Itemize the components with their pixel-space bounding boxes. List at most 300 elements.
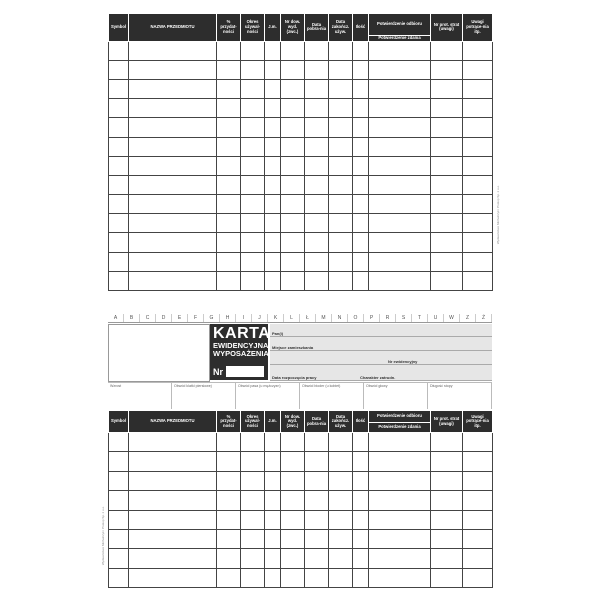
table-cell[interactable]	[217, 118, 241, 137]
record-no-field[interactable]	[270, 350, 492, 365]
table-cell[interactable]	[329, 233, 353, 252]
table-cell[interactable]	[463, 510, 493, 529]
table-cell[interactable]	[463, 433, 493, 452]
table-row	[109, 195, 493, 214]
table-cell[interactable]	[265, 118, 281, 137]
table-cell[interactable]	[369, 99, 431, 118]
table-cell[interactable]	[463, 452, 493, 471]
table-cell[interactable]	[281, 41, 305, 60]
table-cell[interactable]	[109, 60, 129, 79]
table-cell[interactable]	[329, 252, 353, 271]
table-cell[interactable]	[305, 195, 329, 214]
table-cell[interactable]	[129, 471, 217, 490]
table-cell[interactable]	[265, 510, 281, 529]
table-cell[interactable]	[431, 195, 463, 214]
table-body	[109, 433, 493, 588]
table-cell[interactable]	[431, 491, 463, 510]
table-cell[interactable]	[129, 271, 217, 290]
table-cell[interactable]	[281, 271, 305, 290]
table-cell[interactable]	[265, 156, 281, 175]
table-cell[interactable]	[109, 214, 129, 233]
table-cell[interactable]	[431, 271, 463, 290]
table-cell[interactable]	[217, 233, 241, 252]
alphabet-letter: F	[188, 314, 204, 322]
table-cell[interactable]	[329, 60, 353, 79]
header-loss-protocol: Nr prot. strat (uwagi)	[431, 14, 463, 42]
table-cell[interactable]	[353, 510, 369, 529]
table-cell[interactable]	[305, 118, 329, 137]
table-cell[interactable]	[281, 99, 305, 118]
table-cell[interactable]	[281, 175, 305, 194]
table-row	[109, 452, 493, 471]
alphabet-letter: N	[332, 314, 348, 322]
table-cell[interactable]	[463, 175, 493, 194]
table-cell[interactable]	[129, 433, 217, 452]
table-cell[interactable]	[109, 568, 129, 587]
table-cell[interactable]	[369, 252, 431, 271]
table-cell[interactable]	[217, 195, 241, 214]
header-qty: Ilość	[353, 14, 369, 42]
table-cell[interactable]	[463, 214, 493, 233]
table-cell[interactable]	[353, 529, 369, 548]
table-cell[interactable]	[305, 549, 329, 568]
table-cell[interactable]	[305, 233, 329, 252]
table-cell[interactable]	[265, 433, 281, 452]
table-cell[interactable]	[281, 452, 305, 471]
table-cell[interactable]	[129, 214, 217, 233]
table-cell[interactable]	[431, 79, 463, 98]
table-cell[interactable]	[109, 233, 129, 252]
table-cell[interactable]	[431, 60, 463, 79]
table-cell[interactable]	[281, 156, 305, 175]
table-cell[interactable]	[353, 491, 369, 510]
table-cell[interactable]	[241, 137, 265, 156]
table-cell[interactable]	[431, 510, 463, 529]
table-cell[interactable]	[217, 549, 241, 568]
table-cell[interactable]	[129, 233, 217, 252]
work-info-field[interactable]	[270, 364, 492, 381]
alphabet-letter: S	[396, 314, 412, 322]
table-cell[interactable]	[305, 156, 329, 175]
table-cell[interactable]	[463, 41, 493, 60]
table-cell[interactable]	[241, 214, 265, 233]
table-cell[interactable]	[129, 118, 217, 137]
table-cell[interactable]	[463, 60, 493, 79]
table-cell[interactable]	[463, 471, 493, 490]
table-cell[interactable]	[353, 195, 369, 214]
alphabet-letter: G	[204, 314, 220, 322]
table-cell[interactable]	[109, 156, 129, 175]
table-cell[interactable]	[129, 252, 217, 271]
table-cell[interactable]	[305, 41, 329, 60]
table-cell[interactable]	[129, 60, 217, 79]
table-cell[interactable]	[353, 433, 369, 452]
table-cell[interactable]	[431, 214, 463, 233]
table-cell[interactable]	[369, 568, 431, 587]
table-cell[interactable]	[353, 79, 369, 98]
alphabet-index-strip	[108, 314, 492, 323]
table-cell[interactable]	[369, 156, 431, 175]
table-cell[interactable]	[463, 79, 493, 98]
table-cell[interactable]	[281, 433, 305, 452]
measurement-field[interactable]: Obwód klatki piersiowej	[172, 383, 236, 409]
table-cell[interactable]	[369, 79, 431, 98]
table-cell[interactable]	[109, 452, 129, 471]
table-cell[interactable]	[369, 233, 431, 252]
header-unit: J.m.	[265, 14, 281, 42]
table-cell[interactable]	[369, 175, 431, 194]
table-cell[interactable]	[329, 195, 353, 214]
header-date-return: Data zakończ. używ.	[329, 411, 353, 433]
measurement-field[interactable]: Długość stopy	[428, 383, 492, 409]
table-cell[interactable]	[305, 433, 329, 452]
table-cell[interactable]	[431, 252, 463, 271]
table-cell[interactable]	[353, 452, 369, 471]
table-cell[interactable]	[431, 156, 463, 175]
table-cell[interactable]	[129, 175, 217, 194]
table-cell[interactable]	[129, 529, 217, 548]
table-cell[interactable]	[217, 271, 241, 290]
table-cell[interactable]	[281, 471, 305, 490]
table-cell[interactable]	[241, 99, 265, 118]
table-cell[interactable]	[431, 549, 463, 568]
table-cell[interactable]	[329, 99, 353, 118]
table-cell[interactable]	[431, 568, 463, 587]
table-cell[interactable]	[217, 471, 241, 490]
table-cell[interactable]	[217, 433, 241, 452]
photo-area	[108, 324, 210, 382]
table-cell[interactable]	[129, 99, 217, 118]
table-cell[interactable]	[305, 214, 329, 233]
table-cell[interactable]	[217, 175, 241, 194]
table-cell[interactable]	[217, 99, 241, 118]
table-cell[interactable]	[281, 195, 305, 214]
table-cell[interactable]	[265, 60, 281, 79]
table-cell[interactable]	[353, 41, 369, 60]
table-cell[interactable]	[369, 491, 431, 510]
table-cell[interactable]	[109, 137, 129, 156]
alphabet-letter: U	[428, 314, 444, 322]
table-cell[interactable]	[129, 195, 217, 214]
table-cell[interactable]	[217, 452, 241, 471]
measurement-field[interactable]: Obwód pasa (u mężczyzn)	[236, 383, 300, 409]
table-cell[interactable]	[305, 60, 329, 79]
table-cell[interactable]	[305, 452, 329, 471]
table-cell[interactable]	[353, 156, 369, 175]
table-cell[interactable]	[281, 491, 305, 510]
table-cell[interactable]	[329, 491, 353, 510]
publisher-side-text: Wydawnictwo Michalczyk i Prokop Sp. z o.o.	[101, 506, 105, 566]
table-cell[interactable]	[265, 214, 281, 233]
table-cell[interactable]	[217, 137, 241, 156]
table-cell[interactable]	[109, 549, 129, 568]
residence-label: Miejsce zamieszkania	[272, 345, 314, 350]
table-cell[interactable]	[353, 175, 369, 194]
table-cell[interactable]	[305, 471, 329, 490]
table-cell[interactable]	[329, 79, 353, 98]
table-cell[interactable]	[431, 137, 463, 156]
table-cell[interactable]	[353, 214, 369, 233]
table-cell[interactable]	[305, 529, 329, 548]
table-cell[interactable]	[369, 452, 431, 471]
table-cell[interactable]	[329, 510, 353, 529]
header-notes: Uwagi potrące-nia itp.	[463, 14, 493, 42]
table-cell[interactable]	[129, 41, 217, 60]
table-cell[interactable]	[329, 214, 353, 233]
table-cell[interactable]	[353, 271, 369, 290]
table-cell[interactable]	[463, 271, 493, 290]
table-cell[interactable]	[329, 568, 353, 587]
table-cell[interactable]	[353, 99, 369, 118]
table-cell[interactable]	[305, 137, 329, 156]
table-cell[interactable]	[265, 452, 281, 471]
table-cell[interactable]	[369, 529, 431, 548]
table-cell[interactable]	[329, 433, 353, 452]
table-cell[interactable]	[265, 195, 281, 214]
table-cell[interactable]	[305, 510, 329, 529]
equipment-record-sheet-continuation	[100, 5, 500, 295]
table-cell[interactable]	[265, 568, 281, 587]
table-cell[interactable]	[109, 510, 129, 529]
equipment-table-card	[108, 410, 493, 588]
alphabet-letter: I	[236, 314, 252, 322]
header-loss-protocol: Nr prot. strat (uwagi)	[431, 411, 463, 433]
table-cell[interactable]	[217, 491, 241, 510]
table-cell[interactable]	[305, 99, 329, 118]
table-cell[interactable]	[241, 60, 265, 79]
table-cell[interactable]	[431, 175, 463, 194]
table-cell[interactable]	[281, 252, 305, 271]
table-row	[109, 471, 493, 490]
card-title: KARTA	[213, 325, 271, 342]
table-cell[interactable]	[281, 233, 305, 252]
table-cell[interactable]	[369, 137, 431, 156]
work-start-label: Data rozpoczęcia pracy	[272, 375, 317, 380]
table-cell[interactable]	[431, 471, 463, 490]
table-cell[interactable]	[281, 60, 305, 79]
table-cell[interactable]	[329, 137, 353, 156]
table-row	[109, 99, 493, 118]
equipment-record-card	[100, 306, 500, 596]
table-cell[interactable]	[369, 41, 431, 60]
table-cell[interactable]	[241, 175, 265, 194]
table-cell[interactable]	[369, 471, 431, 490]
table-cell[interactable]	[353, 549, 369, 568]
table-cell[interactable]	[129, 510, 217, 529]
table-cell[interactable]	[241, 510, 265, 529]
table-cell[interactable]	[109, 271, 129, 290]
table-cell[interactable]	[109, 529, 129, 548]
table-cell[interactable]	[431, 452, 463, 471]
table-cell[interactable]	[129, 79, 217, 98]
table-cell[interactable]	[431, 233, 463, 252]
header-confirm-receipt: Potwierdzenie odbioru	[369, 14, 431, 36]
table-cell[interactable]	[431, 118, 463, 137]
header-date-received: Data pobra-nia	[305, 411, 329, 433]
alphabet-letter: J	[252, 314, 268, 322]
table-cell[interactable]	[129, 137, 217, 156]
table-cell[interactable]	[241, 471, 265, 490]
table-cell[interactable]	[305, 568, 329, 587]
table-cell[interactable]	[217, 510, 241, 529]
table-cell[interactable]	[463, 491, 493, 510]
table-cell[interactable]	[463, 549, 493, 568]
table-cell[interactable]	[369, 433, 431, 452]
residence-field[interactable]	[270, 336, 492, 351]
table-cell[interactable]	[329, 175, 353, 194]
table-cell[interactable]	[305, 252, 329, 271]
table-row	[109, 510, 493, 529]
table-cell[interactable]	[463, 252, 493, 271]
record-no-label: Nr ewidencyjny	[388, 359, 418, 364]
table-cell[interactable]	[217, 60, 241, 79]
table-cell[interactable]	[217, 529, 241, 548]
nr-field[interactable]	[226, 366, 264, 377]
table-cell[interactable]	[305, 491, 329, 510]
table-cell[interactable]	[265, 99, 281, 118]
table-cell[interactable]	[463, 99, 493, 118]
table-cell[interactable]	[241, 79, 265, 98]
table-cell[interactable]	[329, 271, 353, 290]
table-cell[interactable]	[109, 252, 129, 271]
table-cell[interactable]	[241, 156, 265, 175]
table-cell[interactable]	[353, 233, 369, 252]
table-cell[interactable]	[241, 529, 265, 548]
table-cell[interactable]	[281, 79, 305, 98]
table-cell[interactable]	[431, 433, 463, 452]
table-cell[interactable]	[241, 433, 265, 452]
table-cell[interactable]	[305, 175, 329, 194]
table-cell[interactable]	[281, 137, 305, 156]
table-cell[interactable]	[265, 491, 281, 510]
table-cell[interactable]	[281, 529, 305, 548]
table-cell[interactable]	[265, 549, 281, 568]
table-cell[interactable]	[329, 529, 353, 548]
table-cell[interactable]	[369, 118, 431, 137]
table-cell[interactable]	[463, 529, 493, 548]
table-cell[interactable]	[353, 137, 369, 156]
table-cell[interactable]	[305, 79, 329, 98]
table-cell[interactable]	[369, 214, 431, 233]
measurement-field[interactable]: Obwód bioder (u kobiet)	[300, 383, 364, 409]
table-cell[interactable]	[241, 568, 265, 587]
table-cell[interactable]	[369, 195, 431, 214]
table-cell[interactable]	[431, 99, 463, 118]
table-cell[interactable]	[463, 137, 493, 156]
table-cell[interactable]	[241, 233, 265, 252]
table-row	[109, 137, 493, 156]
table-cell[interactable]	[353, 252, 369, 271]
table-cell[interactable]	[109, 471, 129, 490]
table-cell[interactable]	[241, 271, 265, 290]
alphabet-letter: W	[444, 314, 460, 322]
table-cell[interactable]	[353, 60, 369, 79]
table-cell[interactable]	[369, 271, 431, 290]
table-cell[interactable]	[109, 118, 129, 137]
table-cell[interactable]	[463, 233, 493, 252]
table-cell[interactable]	[217, 41, 241, 60]
table-cell[interactable]	[265, 175, 281, 194]
table-cell[interactable]	[369, 510, 431, 529]
table-cell[interactable]	[329, 41, 353, 60]
table-cell[interactable]	[329, 156, 353, 175]
table-cell[interactable]	[353, 471, 369, 490]
table-cell[interactable]	[109, 433, 129, 452]
table-cell[interactable]	[109, 491, 129, 510]
measurement-field[interactable]: Wzrost	[108, 383, 172, 409]
table-cell[interactable]	[369, 60, 431, 79]
table-cell[interactable]	[217, 79, 241, 98]
table-cell[interactable]	[129, 452, 217, 471]
alphabet-letter: D	[156, 314, 172, 322]
table-cell[interactable]	[241, 41, 265, 60]
table-cell[interactable]	[463, 156, 493, 175]
table-cell[interactable]	[265, 233, 281, 252]
table-cell[interactable]	[241, 452, 265, 471]
table-cell[interactable]	[265, 252, 281, 271]
table-cell[interactable]	[241, 491, 265, 510]
table-cell[interactable]	[281, 118, 305, 137]
measurement-field[interactable]: Obwód głowy	[364, 383, 428, 409]
table-cell[interactable]	[431, 41, 463, 60]
table-cell[interactable]	[369, 549, 431, 568]
table-cell[interactable]	[265, 271, 281, 290]
table-cell[interactable]	[129, 491, 217, 510]
table-cell[interactable]	[353, 568, 369, 587]
table-cell[interactable]	[129, 156, 217, 175]
table-cell[interactable]	[281, 568, 305, 587]
table-cell[interactable]	[241, 549, 265, 568]
table-cell[interactable]	[217, 252, 241, 271]
table-cell[interactable]	[265, 41, 281, 60]
table-cell[interactable]	[217, 214, 241, 233]
table-cell[interactable]	[353, 118, 369, 137]
table-row	[109, 118, 493, 137]
header-unit: J.m.	[265, 411, 281, 433]
table-cell[interactable]	[241, 118, 265, 137]
table-cell[interactable]	[109, 195, 129, 214]
table-cell[interactable]	[329, 452, 353, 471]
table-cell[interactable]	[109, 79, 129, 98]
employee-info-block	[270, 324, 492, 380]
table-cell[interactable]	[463, 568, 493, 587]
table-cell[interactable]	[265, 137, 281, 156]
table-cell[interactable]	[281, 510, 305, 529]
table-cell[interactable]	[329, 549, 353, 568]
table-cell[interactable]	[305, 271, 329, 290]
table-cell[interactable]	[281, 549, 305, 568]
table-cell[interactable]	[109, 99, 129, 118]
table-cell[interactable]	[265, 529, 281, 548]
table-cell[interactable]	[329, 118, 353, 137]
table-cell[interactable]	[217, 568, 241, 587]
table-cell[interactable]	[281, 214, 305, 233]
table-cell[interactable]	[217, 156, 241, 175]
table-cell[interactable]	[241, 252, 265, 271]
table-cell[interactable]	[109, 175, 129, 194]
table-cell[interactable]	[241, 195, 265, 214]
table-cell[interactable]	[463, 195, 493, 214]
table-cell[interactable]	[109, 41, 129, 60]
table-cell[interactable]	[265, 471, 281, 490]
table-cell[interactable]	[129, 568, 217, 587]
table-cell[interactable]	[265, 79, 281, 98]
table-cell[interactable]	[129, 549, 217, 568]
table-cell[interactable]	[329, 471, 353, 490]
table-cell[interactable]	[431, 529, 463, 548]
header-date-return: Data zakończ. używ.	[329, 14, 353, 42]
table-cell[interactable]	[463, 118, 493, 137]
